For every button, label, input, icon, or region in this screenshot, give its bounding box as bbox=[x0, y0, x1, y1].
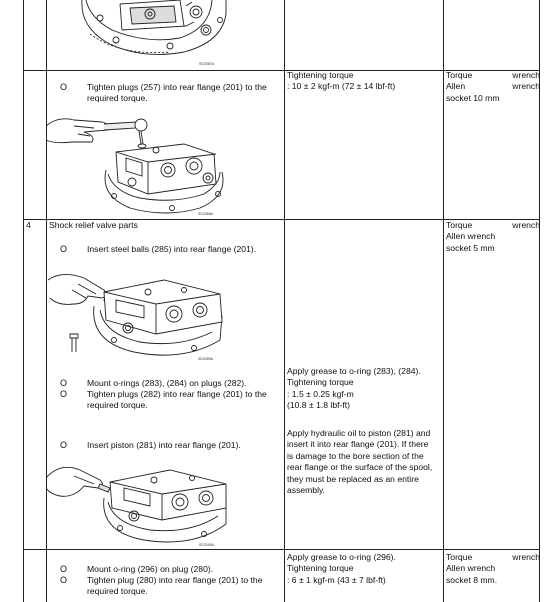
tool-name: wrench bbox=[512, 70, 540, 80]
tool-name: Torque bbox=[446, 220, 473, 230]
tool-name: Allen wrench bbox=[446, 231, 496, 242]
tool-name: wrench bbox=[512, 81, 540, 92]
tool-name: Allen wrench bbox=[446, 563, 496, 574]
step-text-line-1: Tighten plugs (257) into rear flange (201) to the bbox=[87, 82, 267, 92]
remark-grease-oring-296 bbox=[287, 552, 396, 586]
remark-line: is damage to the bore section of the bbox=[287, 450, 424, 461]
step-bullet: O bbox=[60, 440, 68, 450]
step-bullet: O bbox=[60, 564, 68, 574]
section-title: Shock relief valve parts bbox=[49, 220, 138, 230]
piston-insertion-illustration bbox=[44, 458, 234, 548]
remark-line: Tightening torque bbox=[287, 563, 354, 574]
step-text-line-1: Tighten plug (280) into rear flange (201) to the bbox=[87, 575, 263, 585]
step-insert-steel-balls: Insert steel balls (285) into rear flange (201). bbox=[87, 244, 257, 254]
figure-1-caption: SD2087A bbox=[199, 62, 214, 66]
step-mount-oring-296: Mount o-ring (296) on plug (280). bbox=[87, 564, 214, 574]
remark-tightening-torque bbox=[287, 70, 395, 93]
tool-list bbox=[446, 552, 540, 586]
remark-grease-orings bbox=[287, 366, 421, 412]
step-text-line-1: Tighten plugs (282) into rear flange (201) to the bbox=[87, 389, 267, 399]
step-bullet: O bbox=[60, 244, 68, 254]
remark-line: Apply hydraulic oil to piston (281) and bbox=[287, 428, 431, 438]
table-border-left bbox=[23, 0, 24, 602]
remark-line-2: : 10 ± 2 kgf-m (72 ± 14 lbf-ft) bbox=[287, 81, 396, 92]
step-tighten-plugs-257 bbox=[87, 82, 281, 105]
tool-name: wrench bbox=[512, 220, 540, 230]
row-divider-bottom bbox=[23, 549, 539, 550]
step-tighten-plug-280 bbox=[87, 575, 281, 598]
remark-line: rear flange or the surface of the spool, bbox=[287, 462, 433, 473]
torque-wrench-illustration bbox=[44, 112, 234, 218]
step-insert-piston: Insert piston (281) into rear flange (201). bbox=[87, 440, 241, 450]
remark-line: Apply grease to o-ring (283), (284). bbox=[287, 366, 421, 376]
remark-line: they must be replaced as an entire bbox=[287, 473, 419, 484]
remark-line: (10.8 ± 1.8 lbf-ft) bbox=[287, 400, 350, 411]
motor-rear-flange-illustration bbox=[60, 0, 240, 68]
figure-3-caption: SD2089A bbox=[198, 357, 213, 361]
remark-line: : 1.5 ± 0.25 kgf-m bbox=[287, 388, 354, 399]
step-bullet: O bbox=[60, 575, 68, 585]
step-bullet: O bbox=[60, 82, 68, 92]
tool-socket-size: socket 5 mm bbox=[446, 242, 495, 253]
step-text-line-2: required torque. bbox=[87, 93, 148, 104]
remark-line: assembly. bbox=[287, 485, 326, 496]
tool-name: Allen bbox=[446, 81, 466, 92]
tool-name: Torque bbox=[446, 70, 473, 80]
tool-name: Torque bbox=[446, 552, 473, 562]
tool-list bbox=[446, 220, 540, 254]
remark-line-1: Tightening torque bbox=[287, 70, 354, 80]
figure-4-caption: SD2090A bbox=[199, 543, 214, 547]
tool-list bbox=[446, 70, 540, 104]
remark-line: Tightening torque bbox=[287, 377, 354, 388]
remark-line: : 6 ± 1 kgf-m (43 ± 7 lbf-ft) bbox=[287, 574, 386, 585]
remark-line: Apply grease to o-ring (296). bbox=[287, 552, 396, 562]
step-text-line-2: required torque. bbox=[87, 586, 148, 597]
table-divider-remarks bbox=[284, 0, 285, 602]
remark-piston-hydraulic-oil bbox=[287, 428, 440, 496]
step-tighten-plugs-282 bbox=[87, 389, 281, 412]
step-text-line-2: required torque. bbox=[87, 400, 148, 411]
figure-2-caption: SD2088A bbox=[198, 212, 213, 216]
step-bullet: O bbox=[60, 378, 68, 388]
remark-line: insert it into rear flange (201). If there bbox=[287, 439, 429, 450]
step-mount-orings: Mount o-rings (283), (284) on plugs (282). bbox=[87, 378, 247, 388]
section-number: 4 bbox=[26, 220, 31, 230]
table-divider-tools bbox=[443, 0, 444, 602]
tool-name: wrench bbox=[512, 552, 540, 562]
step-bullet: O bbox=[60, 389, 68, 399]
steel-ball-insertion-illustration bbox=[44, 270, 234, 362]
tool-socket-size: socket 10 mm bbox=[446, 92, 500, 103]
tool-socket-size: socket 8 mm. bbox=[446, 574, 498, 585]
